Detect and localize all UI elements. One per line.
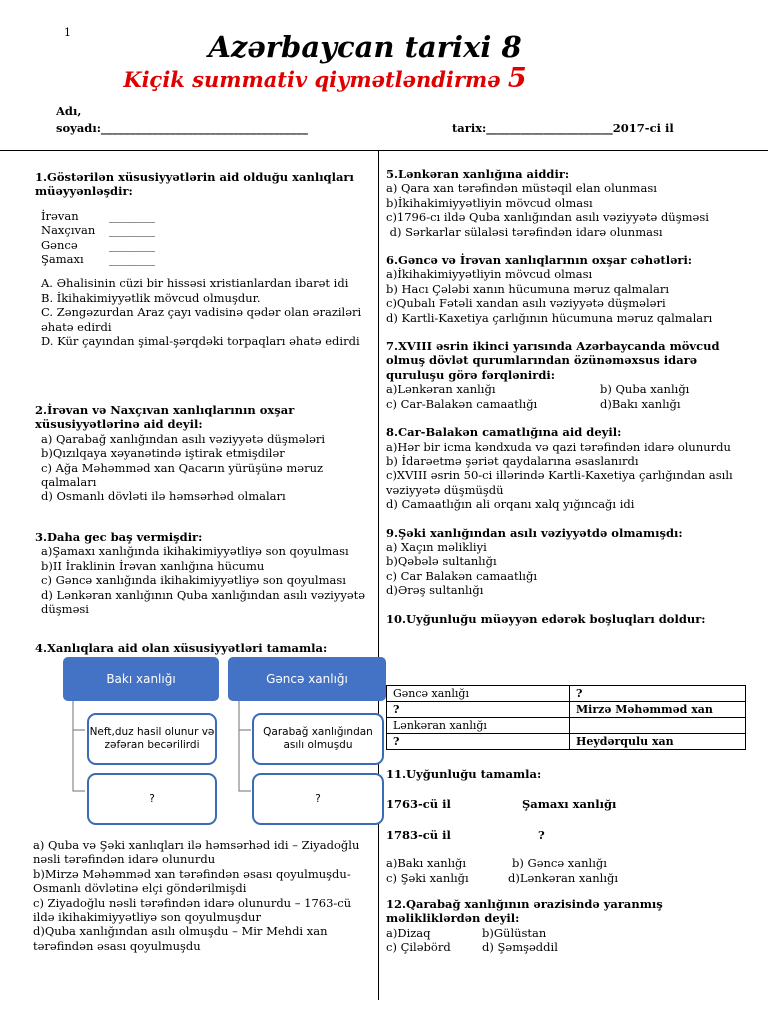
- q6-option-a[interactable]: a)İkihakimiyyətliyin mövcud olması: [386, 267, 593, 282]
- right-column: [386, 167, 758, 626]
- q8-option-b[interactable]: b) İdarəetmə şəriət qaydalarına əsaslanırdı: [386, 453, 639, 468]
- q11-option-d[interactable]: d)Lənkəran xanlığı: [508, 870, 619, 885]
- q4-options: [33, 838, 373, 953]
- page-subtitle: [0, 63, 650, 94]
- q5-option-c[interactable]: c)1796-cı ildə Quba xanlığından asılı vəziyyətə düşməsi: [386, 210, 709, 225]
- q7-option-d[interactable]: d)Bakı xanlığı: [600, 396, 681, 411]
- q1-place-gence[interactable]: Gəncə ________: [41, 237, 155, 252]
- q7-option-c[interactable]: c) Car-Balakən camaatlığı: [386, 396, 538, 411]
- q7-option-a[interactable]: a)Lənkəran xanlığı: [386, 382, 496, 397]
- q1-place-irevan[interactable]: İrəvan ________: [41, 208, 155, 223]
- q2-option-a[interactable]: a) Qarabağ xanlığından asılı vəziyyətə düşmələri: [41, 431, 326, 446]
- q11-row1-year: 1763-cü il: [386, 797, 451, 812]
- q5-option-d[interactable]: d) Sərkarlar sülaləsi tərəfindən idarə olunması: [386, 224, 663, 239]
- subtitle-text: Kiçik summativ qiymətləndirmə: [123, 67, 501, 92]
- q8-option-c[interactable]: c)XVIII əsrin 50-ci illərində Kartli-Kaxetiya çarlığından asılı vəziyyətə düşmüşdü: [386, 468, 733, 497]
- q2-option-c[interactable]: c) Ağa Məhəmməd xan Qacarın yürüşünə məruz qalmaları: [41, 460, 324, 490]
- q11-block: [386, 767, 758, 955]
- q2-text: 2.İrəvan və Naxçıvan xanlıqlarının oxşar xüsusiyyətlərinə aid deyil:: [35, 403, 295, 432]
- baku-connector-1: [73, 700, 85, 730]
- table-cell: Mirzə Məhəmməd xan: [570, 702, 746, 718]
- q1-option-b[interactable]: B. İkihakimiyyətlik mövcud olmuşdur.: [41, 290, 261, 305]
- name-label: Adı,: [56, 104, 82, 118]
- ganja-feature-box-2[interactable]: ?: [252, 773, 384, 825]
- q11-option-c[interactable]: c) Şəki xanlığı: [386, 870, 469, 885]
- q3-option-d[interactable]: d) Lənkəran xanlığının Quba xanlığından asılı vəziyyətə düşməsi: [41, 587, 366, 617]
- q7-text: 7.XVIII əsrin ikinci yarısında Azərbaycanda mövcud olmuş dövlət qurumlarından özünəməxsus idarə quruluşu görə fərqlənirdi:: [386, 339, 720, 382]
- q2-option-d[interactable]: d) Osmanlı dövləti ilə həmsərhəd olmaları: [41, 489, 286, 504]
- table-row: [387, 686, 746, 702]
- q11-row1-value: Şamaxı xanlığı: [522, 797, 617, 812]
- baku-feature-box-2[interactable]: ?: [87, 773, 217, 825]
- q4-option-d[interactable]: d)Quba xanlığından asılı olmuşdu – Mir Mehdi xan tərəfindən əsası qoyulmuşdu: [33, 924, 328, 953]
- table-cell[interactable]: ?: [387, 702, 570, 718]
- table-cell: Heydərqulu xan: [570, 734, 746, 750]
- q12-option-d[interactable]: d) Şəmşəddil: [482, 940, 558, 955]
- q5-option-a[interactable]: a) Qara xan tərəfindən müstəqil elan olunması: [386, 181, 657, 196]
- q2-option-b[interactable]: b)Qızılqaya xəyanətində iştirak etmişdilər: [41, 446, 285, 461]
- baku-khanate-header: Bakı xanlığı: [63, 657, 219, 701]
- date-field[interactable]: tarix:______________________2017-ci il: [452, 121, 674, 135]
- q5-option-b[interactable]: b)İkihakimiyyətliyin mövcud olması: [386, 195, 593, 210]
- ganja-connector-2: [239, 730, 251, 791]
- q8-option-d[interactable]: d) Camaatlığın ali orqanı xalq yığıncağı idi: [386, 497, 635, 512]
- q3-option-a[interactable]: a)Şamaxı xanlığında ikihakimiyyətliyə son qoyulması: [41, 544, 349, 559]
- q12-text: 12.Qarabağ xanlığının ərazisində yaranmış məlikliklərdən deyil:: [386, 897, 663, 926]
- table-row: [387, 702, 746, 718]
- q12-option-c[interactable]: c) Çiləbörd: [386, 940, 451, 955]
- column-divider: [378, 150, 379, 1000]
- table-row: [387, 734, 746, 750]
- table-cell[interactable]: ?: [570, 686, 746, 702]
- q9-text: 9.Şəki xanlığından asılı vəziyyətdə olmamışdı:: [386, 525, 683, 540]
- q8-text: 8.Car-Balakən camatlığına aid deyil:: [386, 425, 622, 440]
- header-divider: [0, 150, 768, 151]
- table-cell[interactable]: [570, 718, 746, 734]
- q1-text: 1.Göstərilən xüsusiyyətlərin aid olduğu xanlıqları müəyyənləşdir:: [35, 170, 354, 199]
- q4-option-c[interactable]: c) Ziyadoğlu nəsli tərəfindən idarə olunurdu – 1763-cü ildə ikihakimiyyətliyə son qoyulmuşdur: [33, 895, 352, 925]
- ganja-khanate-header: Gəncə xanlığı: [228, 657, 386, 701]
- q11-option-a[interactable]: a)Bakı xanlığı: [386, 856, 467, 871]
- q12-option-b[interactable]: b)Gülüstan: [482, 925, 547, 940]
- q10-text: 10.Uyğunluğu müəyyən edərək boşluqları doldur:: [386, 611, 706, 626]
- q1-option-d[interactable]: D. Kür çayından şimal-şərqdəki torpaqları əhatə edirdi: [41, 334, 360, 349]
- q8-option-a[interactable]: a)Hər bir icma kəndxuda və qazi tərəfindən idarə olunurdu: [386, 439, 731, 454]
- subtitle-number: 5: [507, 63, 527, 94]
- q6-option-d[interactable]: d) Kartli-Kaxetiya çarlığının hücumuna məruz qalmaları: [386, 310, 713, 325]
- left-column: [27, 170, 375, 348]
- ganja-connector-1: [239, 700, 251, 730]
- q9-option-c[interactable]: c) Car Balakən camaatlığı: [386, 568, 537, 583]
- table-row: [387, 718, 746, 734]
- q3-option-c[interactable]: c) Gəncə xanlığında ikihakimiyyətliyə son qoyulması: [41, 573, 346, 588]
- q4-text: 4.Xanlıqlara aid olan xüsusiyyətləri tamamla:: [35, 641, 328, 655]
- q11-row2-value[interactable]: ?: [538, 827, 545, 842]
- table-cell: Lənkəran xanlığı: [387, 718, 570, 734]
- page-title: Azərbaycan tarixi 8: [208, 30, 522, 64]
- q6-text: 6.Gəncə və İrəvan xanlıqlarının oxşar cəhətləri:: [386, 253, 693, 268]
- q3-block: [27, 530, 375, 616]
- q12-option-a[interactable]: a)Dizaq: [386, 925, 431, 940]
- q10-match-table: [386, 685, 746, 750]
- q7-option-b[interactable]: b) Quba xanlığı: [600, 382, 690, 397]
- table-cell[interactable]: ?: [387, 734, 570, 750]
- q5-text: 5.Lənkəran xanlığına aiddir:: [386, 167, 570, 181]
- q9-option-b[interactable]: b)Qəbələ sultanlığı: [386, 554, 497, 569]
- q9-option-d[interactable]: d)Ərəş sultanlığı: [386, 583, 484, 598]
- q11-option-b[interactable]: b) Gəncə xanlığı: [512, 856, 607, 871]
- q6-option-c[interactable]: c)Qubalı Fətəli xandan asılı vəziyyətə düşmələri: [386, 296, 666, 311]
- page-number: 1: [64, 26, 71, 39]
- q1-option-c[interactable]: C. Zəngəzurdan Araz çayı vadisinə qədər olan əraziləri əhatə edirdi: [41, 305, 362, 334]
- q4-option-b[interactable]: b)Mirzə Məhəmməd xan tərəfindən əsası qoyulmuşdu-Osmanlı dövlətinə elçi göndərilmişdi: [33, 866, 351, 896]
- q4-heading: [27, 641, 375, 655]
- baku-connector-2: [73, 730, 85, 791]
- q3-option-b[interactable]: b)II İraklinin İrəvan xanlığına hücumu: [41, 558, 265, 573]
- baku-feature-box-1: Neft,duz hasil olunur və zəfəran becərilirdi: [87, 713, 217, 765]
- surname-field[interactable]: soyadı:____________________________________: [56, 121, 308, 135]
- q11-row2-year: 1783-cü il: [386, 827, 451, 842]
- q1-option-a[interactable]: A. Əhalisinin cüzi bir hissəsi xristianlardan ibarət idi: [41, 276, 349, 291]
- q6-option-b[interactable]: b) Hacı Çələbi xanın hücumuna məruz qalmaları: [386, 281, 670, 296]
- q1-place-samaxi[interactable]: Şamaxı ________: [41, 252, 155, 267]
- q4-option-a[interactable]: a) Quba və Şəki xanlıqları ilə həmsərhəd idi – Ziyadoğlu nəsli tərəfindən idarə olunurdu: [33, 838, 360, 867]
- q1-place-naxcivan[interactable]: Naxçıvan ________: [41, 223, 155, 238]
- q11-text: 11.Uyğunluğu tamamla:: [386, 767, 542, 781]
- ganja-feature-box-1: Qarabağ xanlığından asılı olmuşdu: [252, 713, 384, 765]
- q2-block: [27, 403, 375, 504]
- table-cell: Gəncə xanlığı: [387, 686, 570, 702]
- q9-option-a[interactable]: a) Xaçın məlikliyi: [386, 539, 487, 554]
- q3-text: 3.Daha gec baş vermişdir:: [35, 530, 203, 544]
